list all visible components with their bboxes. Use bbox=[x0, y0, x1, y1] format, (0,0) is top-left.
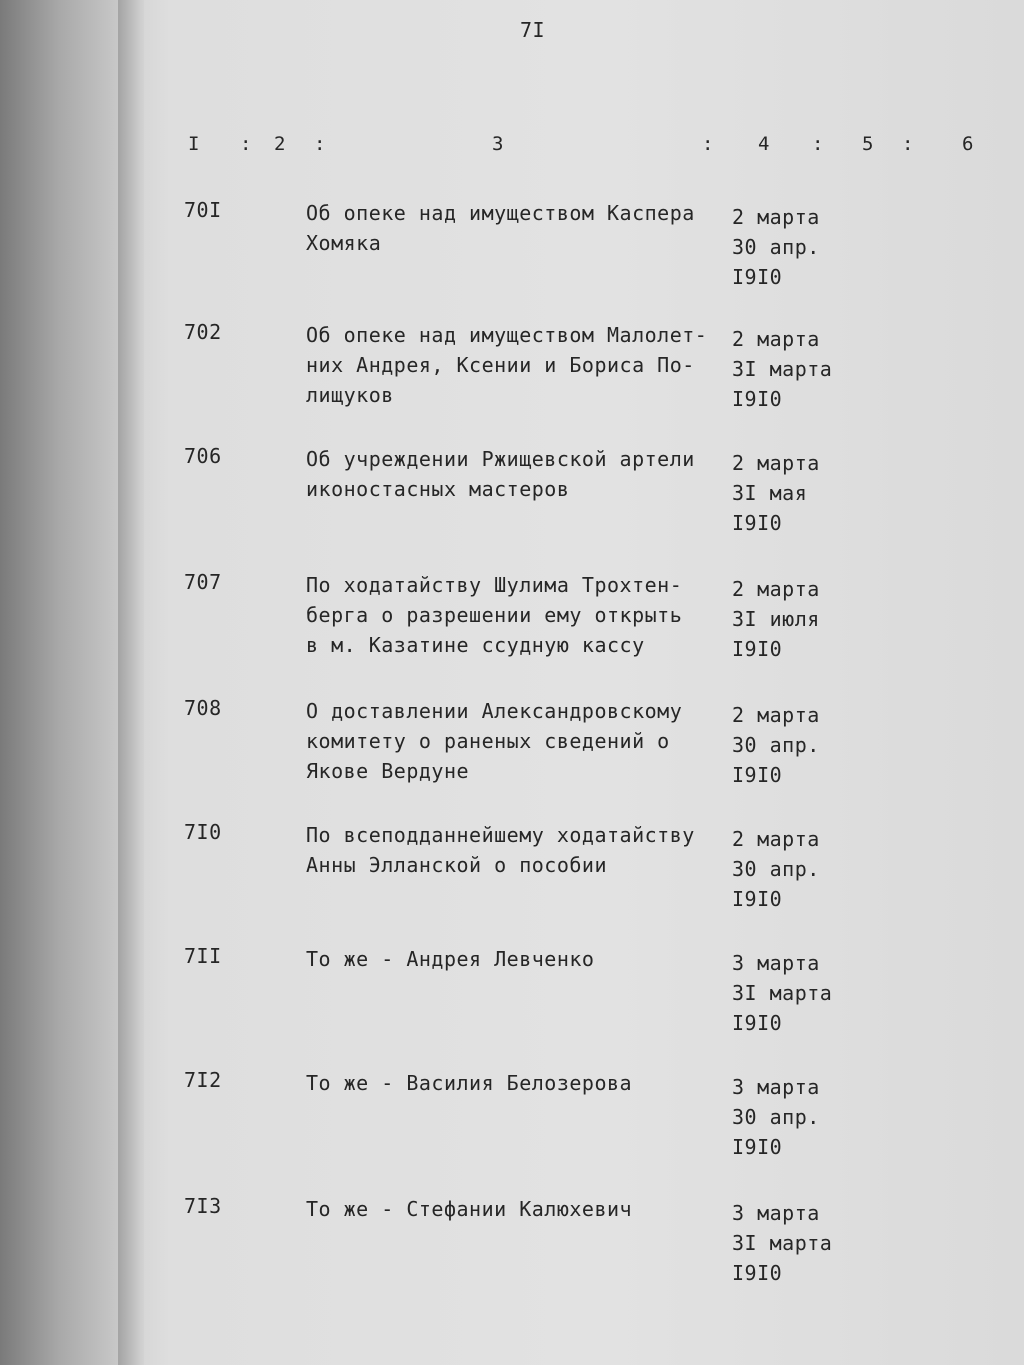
column-header-3: 3 bbox=[492, 133, 504, 155]
title-line: Хомяка bbox=[306, 231, 382, 255]
record-title bbox=[306, 570, 726, 660]
end-date: 3I мая bbox=[732, 481, 808, 505]
end-date: 30 апр. bbox=[732, 1105, 820, 1129]
title-line: Об опеке над имуществом Каспера bbox=[306, 201, 695, 225]
record-dates bbox=[732, 574, 872, 664]
column-separator: : bbox=[314, 133, 326, 155]
column-separator: : bbox=[240, 133, 252, 155]
title-line: О доставлении Александровскому bbox=[306, 699, 683, 723]
year: I9I0 bbox=[732, 887, 783, 911]
column-header-5: 5 bbox=[862, 133, 874, 155]
record-number: 7II bbox=[184, 944, 222, 968]
title-line: иконостасных мастеров bbox=[306, 477, 570, 501]
column-header-2: 2 bbox=[274, 133, 286, 155]
record-dates bbox=[732, 448, 872, 538]
record-title bbox=[306, 1194, 726, 1224]
record-dates bbox=[732, 1198, 872, 1288]
record-number: 708 bbox=[184, 696, 222, 720]
page-number: 7I bbox=[520, 18, 546, 42]
record-title bbox=[306, 696, 726, 786]
year: I9I0 bbox=[732, 637, 783, 661]
column-header-6: 6 bbox=[962, 133, 974, 155]
record-number: 7I0 bbox=[184, 820, 222, 844]
record-dates bbox=[732, 824, 872, 914]
title-line: Об учреждении Ржищевской артели bbox=[306, 447, 695, 471]
start-date: 3 марта bbox=[732, 951, 820, 975]
record-number: 7I2 bbox=[184, 1068, 222, 1092]
record-number: 706 bbox=[184, 444, 222, 468]
end-date: 30 апр. bbox=[732, 733, 820, 757]
end-date: 3I июля bbox=[732, 607, 820, 631]
typed-inventory-page bbox=[136, 0, 1024, 1365]
title-line: берга о разрешении ему открыть bbox=[306, 603, 683, 627]
record-title bbox=[306, 444, 726, 504]
record-title bbox=[306, 820, 726, 880]
column-header-1: I bbox=[188, 133, 200, 155]
record-dates bbox=[732, 1072, 872, 1162]
end-date: 3I марта bbox=[732, 357, 833, 381]
title-line: По всеподданнейшему ходатайству bbox=[306, 823, 695, 847]
title-line: Об опеке над имуществом Малолет- bbox=[306, 323, 708, 347]
end-date: 30 апр. bbox=[732, 235, 820, 259]
record-number: 702 bbox=[184, 320, 222, 344]
record-dates bbox=[732, 948, 872, 1038]
record-title bbox=[306, 320, 726, 410]
start-date: 2 марта bbox=[732, 205, 820, 229]
start-date: 2 марта bbox=[732, 577, 820, 601]
record-dates bbox=[732, 700, 872, 790]
column-separator: : bbox=[902, 133, 914, 155]
year: I9I0 bbox=[732, 511, 783, 535]
start-date: 2 марта bbox=[732, 451, 820, 475]
start-date: 2 марта bbox=[732, 327, 820, 351]
column-separator: : bbox=[702, 133, 714, 155]
column-separator: : bbox=[812, 133, 824, 155]
title-line: комитету о раненых сведений о bbox=[306, 729, 670, 753]
year: I9I0 bbox=[732, 1135, 783, 1159]
title-line: По ходатайству Шулима Трохтен- bbox=[306, 573, 683, 597]
title-line: То же - Стефании Калюхевич bbox=[306, 1197, 633, 1221]
start-date: 2 марта bbox=[732, 827, 820, 851]
year: I9I0 bbox=[732, 1261, 783, 1285]
title-line: лищуков bbox=[306, 383, 394, 407]
end-date: 3I марта bbox=[732, 981, 833, 1005]
start-date: 3 марта bbox=[732, 1201, 820, 1225]
title-line: в м. Казатине ссудную кассу bbox=[306, 633, 645, 657]
year: I9I0 bbox=[732, 763, 783, 787]
column-header-4: 4 bbox=[758, 133, 770, 155]
title-line: То же - Андрея Левченко bbox=[306, 947, 595, 971]
record-dates bbox=[732, 202, 872, 292]
record-title bbox=[306, 944, 726, 974]
record-number: 7I3 bbox=[184, 1194, 222, 1218]
title-line: То же - Василия Белозерова bbox=[306, 1071, 633, 1095]
record-number: 707 bbox=[184, 570, 222, 594]
column-header-row bbox=[136, 133, 1024, 163]
record-number: 70I bbox=[184, 198, 222, 222]
year: I9I0 bbox=[732, 387, 783, 411]
year: I9I0 bbox=[732, 265, 783, 289]
end-date: 30 апр. bbox=[732, 857, 820, 881]
start-date: 3 марта bbox=[732, 1075, 820, 1099]
year: I9I0 bbox=[732, 1011, 783, 1035]
record-title bbox=[306, 198, 726, 258]
title-line: Анны Элланской о пособии bbox=[306, 853, 607, 877]
record-title bbox=[306, 1068, 726, 1098]
record-dates bbox=[732, 324, 872, 414]
title-line: Якове Вердуне bbox=[306, 759, 470, 783]
title-line: них Андрея, Ксении и Бориса По- bbox=[306, 353, 695, 377]
end-date: 3I марта bbox=[732, 1231, 833, 1255]
start-date: 2 марта bbox=[732, 703, 820, 727]
